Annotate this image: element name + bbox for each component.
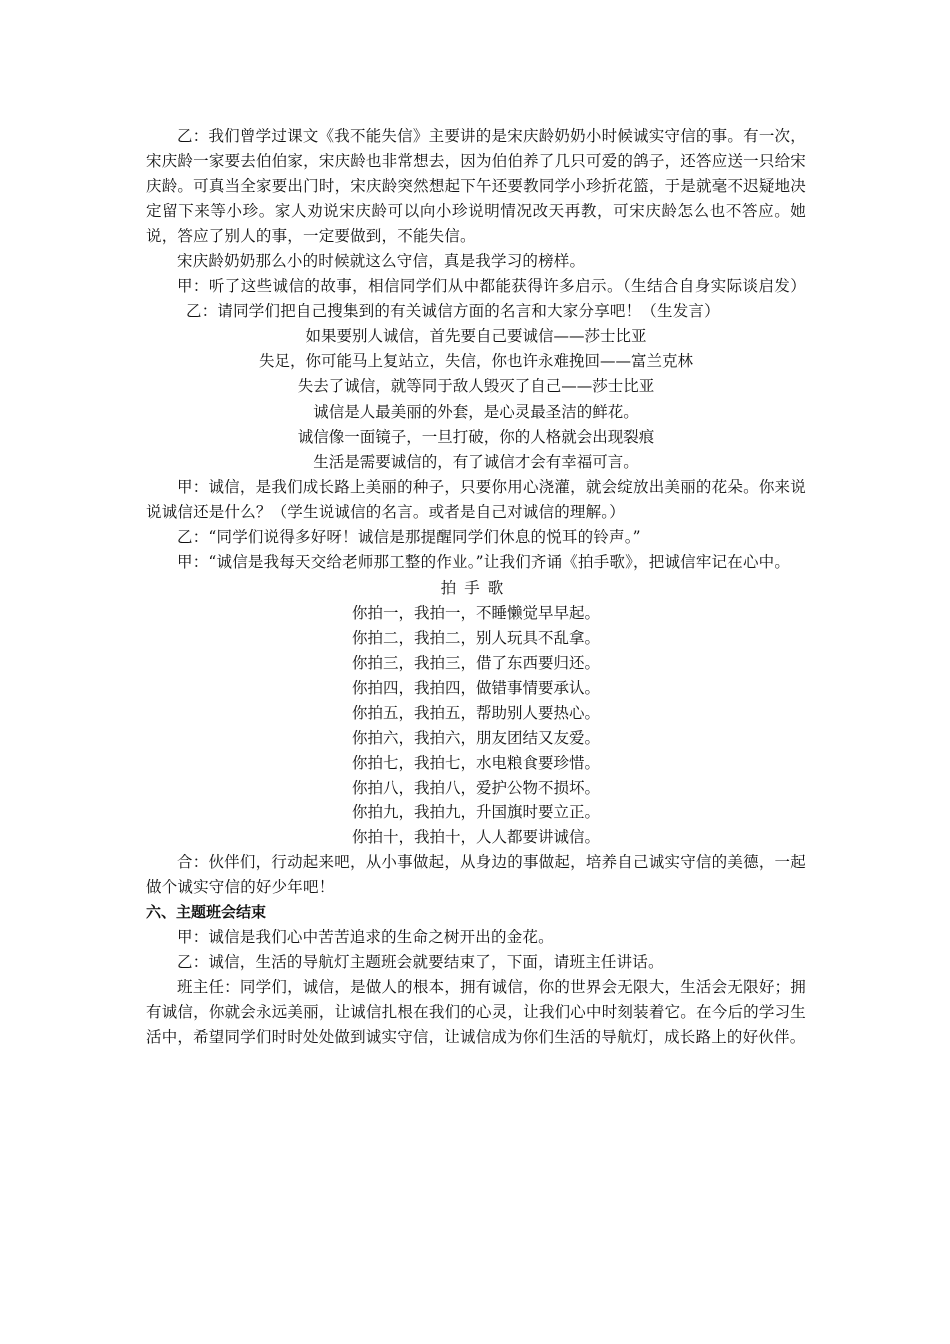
- paragraph-golden-flower: 甲：诚信是我们心中苦苦追求的生命之树开出的金花。: [177, 928, 554, 947]
- quotes-block: [146, 324, 806, 475]
- quote-line: 诚信是人最美丽的外套，是心灵最圣洁的鲜花。: [313, 402, 639, 421]
- song-line: 你拍八，我拍八，爱护公物不损坏。: [351, 778, 600, 797]
- song-line: 你拍七，我拍七，水电粮食要珍惜。: [351, 753, 600, 772]
- song-line: 你拍六，我拍六，朋友团结又友爱。: [351, 728, 600, 747]
- song-line: 你拍九，我拍九，升国旗时要立正。: [351, 803, 600, 822]
- paragraph-teacher-speech: 班主任：同学们，诚信，是做人的根本，拥有诚信，你的世界会无限大，生活会无限好；拥有诚信，你就会永远美丽，让诚信扎根在我们的心灵，让我们心中时刻装着它。在今后的学习生活中，希望同学们时时处处做到诚实守信，让诚信成为你们生活的导航灯，成长路上的好伙伴。: [146, 978, 806, 1047]
- paragraph-together: 合：伙伴们，行动起来吧，从小事做起，从身边的事做起，培养自己诚实守信的美德，一起做个诚实守信的好少年吧！: [146, 853, 806, 897]
- paragraph-jia-inspiration: [146, 274, 806, 324]
- quote-line: 诚信像一面镜子，一旦打破，你的人格就会出现裂痕: [297, 427, 655, 446]
- song-title: 拍手歌: [440, 579, 512, 598]
- paragraph-jia-homework: 甲：“诚信是我每天交给老师那工整的作业。”让我们齐诵《拍手歌》，把诚信牢记在心中。: [177, 553, 791, 572]
- song-line: 你拍五，我拍五，帮助别人要热心。: [351, 703, 600, 722]
- paragraph-song-qingling-story: 乙：我们曾学过课文《我不能失信》主要讲的是宋庆龄奶奶小时候诚实守信的事。有一次，宋庆龄一家要去伯伯家，宋庆龄也非常想去，因为伯伯养了几只可爱的鸽子，还答应送一只给宋庆龄。可真当全家要出门时，宋庆龄突然想起下午还要教同学小珍折花篮，于是就毫不迟疑地决定留下来等小珍。家人劝说宋庆龄可以向小珍说明情况改天再教，可宋庆龄怎么也不答应。她说，答应了别人的事，一定要做到，不能失信。: [146, 127, 806, 245]
- song-line: 你拍四，我拍四，做错事情要承认。: [351, 678, 600, 697]
- quote-line: 失去了诚信，就等同于敌人毁灭了自己——莎士比亚: [297, 377, 655, 396]
- jia-inspiration-text: 甲：听了这些诚信的故事，相信同学们从中都能获得许多启示。（生结合自身实际谈启发）: [177, 277, 806, 295]
- song-line: 你拍三，我拍三，借了东西要归还。: [351, 654, 600, 673]
- section-heading: 六、主题班会结束: [146, 903, 267, 922]
- paragraph-role-model: 宋庆龄奶奶那么小的时候就这么守信，真是我学习的榜样。: [177, 252, 586, 270]
- quote-line: 失足，你可能马上复站立，失信，你也许永难挽回——富兰克林: [258, 352, 693, 371]
- quote-line: 生活是需要诚信的，有了诚信才会有幸福可言。: [313, 453, 639, 472]
- song-line: 你拍一，我拍一，不睡懒觉早早起。: [351, 604, 600, 623]
- paragraph-meeting-ending: 乙：诚信，生活的导航灯主题班会就要结束了，下面，请班主任讲话。: [177, 953, 664, 972]
- quote-line: 如果要别人诚信，首先要自己要诚信——莎士比亚: [305, 327, 647, 345]
- yi-share-text: 乙：请同学们把自己搜集到的有关诚信方面的名言和大家分享吧！（生发言）: [186, 302, 720, 320]
- paragraph-jia-seed: 甲：诚信，是我们成长路上美丽的种子，只要你用心浇灌，就会绽放出美丽的花朵。你来说说诚信还是什么？（学生说诚信的名言。或者是自己对诚信的理解。）: [146, 478, 806, 522]
- song-line: 你拍十，我拍十，人人都要讲诚信。: [351, 828, 600, 847]
- document-page: [146, 124, 806, 1050]
- song-line: 你拍二，我拍二，别人玩具不乱拿。: [351, 629, 600, 648]
- clapping-song: [146, 575, 806, 850]
- paragraph-yi-bell: 乙：“同学们说得多好呀！诚信是那提醒同学们休息的悦耳的铃声。”: [177, 528, 641, 547]
